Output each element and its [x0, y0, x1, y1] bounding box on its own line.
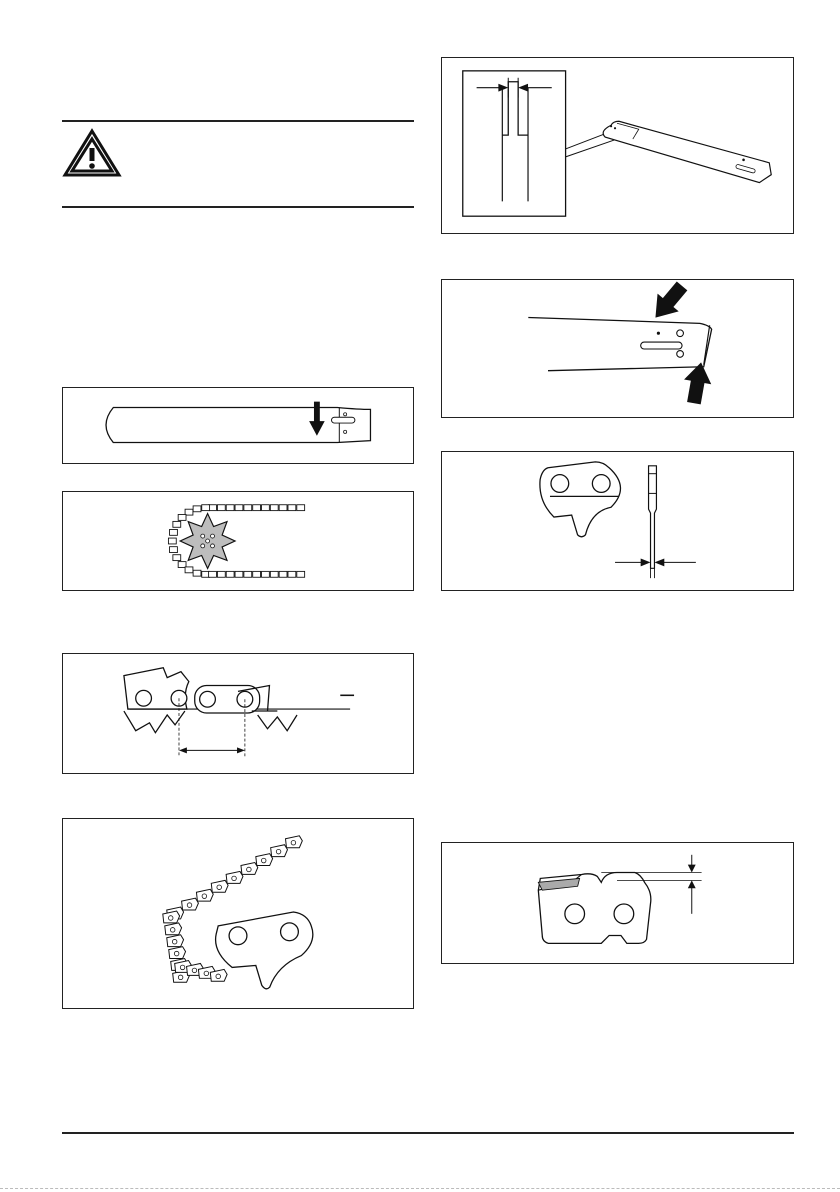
drive-link-figure: [441, 451, 794, 591]
warning-top-rule: [62, 120, 414, 122]
sprocket-chain-icon: [63, 492, 413, 590]
sprocket-figure: [62, 491, 414, 591]
warning-bottom-rule: [62, 206, 414, 208]
chain-drive-link-icon: [63, 819, 413, 1008]
warning-icon: [62, 128, 122, 178]
page-bottom-dashed-edge: [0, 1188, 840, 1189]
cutter-depth-icon: [442, 843, 793, 963]
bar-holes-arrows-icon: [442, 280, 793, 417]
bar-groove-figure: [441, 57, 794, 234]
bar-groove-icon: [442, 58, 793, 233]
bar-nose-figure: [62, 387, 414, 464]
chain-pitch-figure: [62, 653, 414, 774]
footer-rule: [62, 1132, 794, 1134]
bar-holes-figure: [441, 279, 794, 418]
chain-pitch-icon: [63, 654, 413, 773]
drive-link-gauge-icon: [442, 452, 793, 590]
chain-loop-figure: [62, 818, 414, 1009]
guide-bar-arrow-icon: [63, 388, 413, 463]
cutter-depth-figure: [441, 842, 794, 964]
